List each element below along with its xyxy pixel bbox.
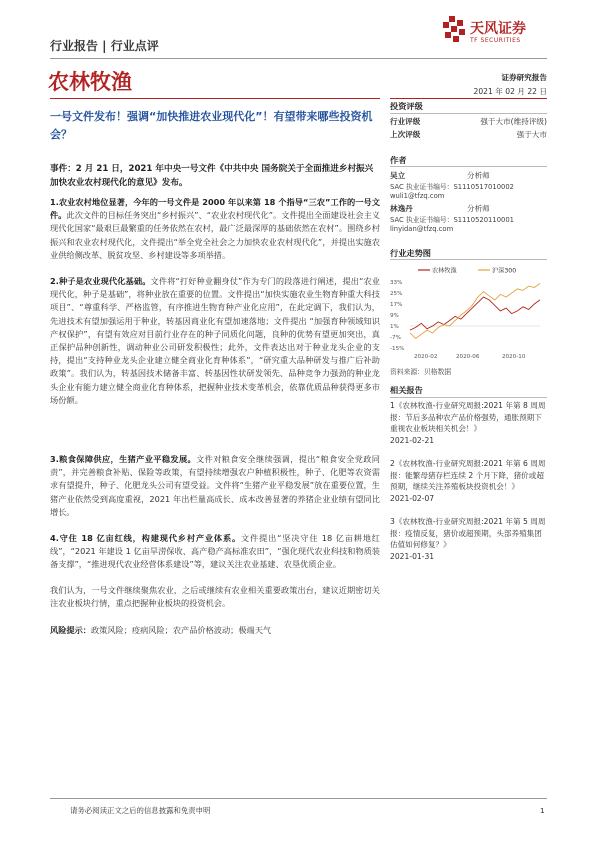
y-tick-label: 1% <box>390 324 399 330</box>
paragraph-body: 我们认为，一号文件继续聚焦农业，之后或继续有农业相关重要政策出台，建议近期密切关注农业板块行情，重点把握种业板块的投资机会。 <box>50 585 380 609</box>
paragraph-1 <box>50 196 380 262</box>
industry-trend-chart <box>390 262 547 362</box>
report-category: 行业报告 | 行业点评 <box>50 39 159 53</box>
related-report-date: 2021-01-31 <box>390 551 435 561</box>
related-rule <box>390 397 547 398</box>
y-tick-label: 33% <box>390 280 403 286</box>
y-tick-label: -15% <box>390 346 405 352</box>
report-type: 证券研究报告 <box>501 73 547 82</box>
author-role: 分析师 <box>467 171 490 180</box>
paragraph-lead: 4.守住 18 亿亩红线，构建现代乡村产业体系。 <box>50 533 242 543</box>
author-email[interactable]: linyidan@tfzq.com <box>390 225 454 233</box>
related-report-date: 2021-02-07 <box>390 493 435 503</box>
paragraph-body: 文件对粮食安全继续强调，提出“粮食安全党政同责”，并完善粮食补贴、保险等政策，有望持续增强农户种植积极性，种子、化肥等农资需求有望提升，种子、化肥龙头公司有望受益。文件将“生猪产业平稳发展”放在重要位置，生猪产业依然受到高度重视，2021 年出栏量高成长、成本改善显著的养猪企业业绩有望同比增长。 <box>50 454 380 517</box>
page-number: 1 <box>540 806 545 815</box>
related-report-3[interactable] <box>390 516 547 562</box>
rating-title: 投资评级 <box>390 101 423 111</box>
event-summary <box>50 163 380 190</box>
paragraph-5 <box>50 584 380 610</box>
y-tick-label: 25% <box>390 291 403 297</box>
paragraph-2 <box>50 275 380 407</box>
y-tick-label: 9% <box>390 313 399 319</box>
paragraph-4 <box>50 532 380 572</box>
author-license: SAC 执业证书编号：S1110520110001 <box>390 216 514 224</box>
related-report-2[interactable] <box>390 458 547 504</box>
rating-value: 强于大市(维持评级) <box>480 117 547 126</box>
headline: 一号文件发布！强调“加快推进农业现代化”！有望带来哪些投资机会？ <box>50 110 373 141</box>
x-tick-label: 2020-02 <box>414 354 438 360</box>
related-report-1[interactable] <box>390 400 547 446</box>
author-name: 林逸丹 <box>390 204 413 213</box>
x-axis <box>414 354 526 360</box>
y-tick-label: -7% <box>390 335 401 341</box>
author-name: 吴立 <box>390 171 406 180</box>
paragraph-body: 文件提出“坚决守住 18 亿亩耕地红线”，“2021 年建设 1 亿亩旱涝保收、高产稳产高标准农田”，“强化现代农业科技和物质装备支撑”，“推进现代农业经营体系建设”等，建议关注农业基建、农垦优质企业。 <box>50 533 380 570</box>
logo-subtitle: TF SECURITIES <box>470 37 521 44</box>
paragraph-lead: 2.种子是农业现代化基础。 <box>50 276 151 286</box>
paragraph-body: 此次文件的目标任务突出“乡村振兴”、“农业农村现代化”。文件提出全面建设社会主义现代化国家“最艰巨最繁重的任务依然在农村，最广泛最深厚的基础依然在农村”。围绕乡村振兴和农业农村现代化，文件提出“举全党全社会之力加快农业农村现代化”，并提出实施农业供给侧改革、脱贫攻坚、乡村建设等多项举措。 <box>50 210 380 260</box>
footer-disclaimer: 请务必阅读正文之后的信息披露和免责申明 <box>70 806 211 815</box>
header-rule <box>50 58 547 59</box>
logo-name: 天风证券 <box>470 21 526 37</box>
last-rating-value: 强于大市 <box>516 130 547 139</box>
risk-label: 风险提示： <box>50 625 91 635</box>
logo-mark-icon <box>440 16 468 46</box>
related-report-text: 1《农林牧渔-行业研究周报:2021 年第 8 周周报：节后多品种农产品价格强势，通胀预期下重视农业板块相关机会！》 <box>390 401 546 433</box>
related-report-text: 3《农林牧渔-行业研究周报:2021 年第 5 周周报：疫情反复，猪价或超预期，头部养殖集团估值如何修复？》 <box>390 517 546 549</box>
series-lines <box>410 283 540 338</box>
author-role: 分析师 <box>467 204 490 213</box>
series-line-hs300 <box>410 283 540 338</box>
last-rating-label: 上次评级 <box>390 130 421 139</box>
footer-rule <box>50 798 547 799</box>
trend-title: 行业走势图 <box>390 248 431 258</box>
x-tick-label: 2020-10 <box>502 354 526 360</box>
paragraph-3 <box>50 453 380 519</box>
y-axis <box>390 280 540 352</box>
author-email[interactable]: wuli1@tfzq.com <box>390 192 445 200</box>
chart-legend <box>418 267 516 275</box>
right-rule <box>390 98 547 99</box>
trend-rule <box>390 259 547 260</box>
related-report-text: 2《农林牧渔-行业研究周报:2021 年第 6 周周报：能繁母猪存栏连续 2 个月下降，猪价或超预期，继续关注养殖板块投资机会！》 <box>390 459 546 491</box>
paragraph-lead: 1.农业农村地位显著，今年的一号文件是 2000 年以来第 18 个指导“三农”工作的一号文件。 <box>50 197 380 221</box>
author-license: SAC 执业证书编号：S1110517010002 <box>390 183 514 191</box>
paragraph-lead: 3.粮食保障供应，生猪产业平稳发展。 <box>50 454 197 464</box>
rating-rule <box>390 113 547 114</box>
y-tick-label: 17% <box>390 302 403 308</box>
author-rule <box>390 166 547 167</box>
risk-warning <box>50 624 380 637</box>
chart-source: 资料来源：贝格数据 <box>390 368 452 376</box>
rating-label: 行业评级 <box>390 117 421 126</box>
related-title: 相关报告 <box>390 385 423 395</box>
sector-title: 农林牧渔 <box>48 70 132 94</box>
x-tick-label: 2020-06 <box>456 354 480 360</box>
event-text: 事件：2 月 21 日，2021 年中央一号文件《中共中央 国务院关于全面推进乡村振兴加快农业农村现代化的意见》发布。 <box>50 164 374 188</box>
paragraph-body: 文件将“打好种业翻身仗”作为专门的段落进行阐述，提出“农业现代化，种子是基础”，将种业放在重要的位置。文件提出“加快实施农业生物育种重大科技项目”、“尊重科学、严格监管，有序推进生物育种产业化应用”，在此定调下，我们认为，先进技术有望加强运用于种业，转基因商业化有望加速落地；文件提出 “加强育种领域知识产权保护”，有望有效应对目前行业存在的种子同质化问题，良种的优势有望更加突出，真正保护品种创新性，调动种业公司研发积极性；此外，文件表达出对于种业龙头企业的支持，提出“支持种业龙头企业建立健全商业化育种体系”，“研究重大品种研发与推广后补助政策”。我们认为，转基因技术储备丰富、转基因性状研发领先、品种竞争力强劲的种业龙头企业有能力建立健全商业化育种体系，把握种业技术变革机会，依靠优质品种获得更多市场份额。 <box>50 276 380 405</box>
author-title: 作者 <box>390 155 407 165</box>
legend-label-hs300: 沪深300 <box>492 267 517 275</box>
report-date: 2021 年 02 月 22 日 <box>473 87 547 96</box>
title-rule <box>50 98 380 99</box>
related-report-date: 2021-02-21 <box>390 435 435 445</box>
legend-label-agri: 农林牧渔 <box>432 267 457 275</box>
risk-text: 政策风险；疫病风险；农产品价格波动；极端天气 <box>90 625 272 635</box>
